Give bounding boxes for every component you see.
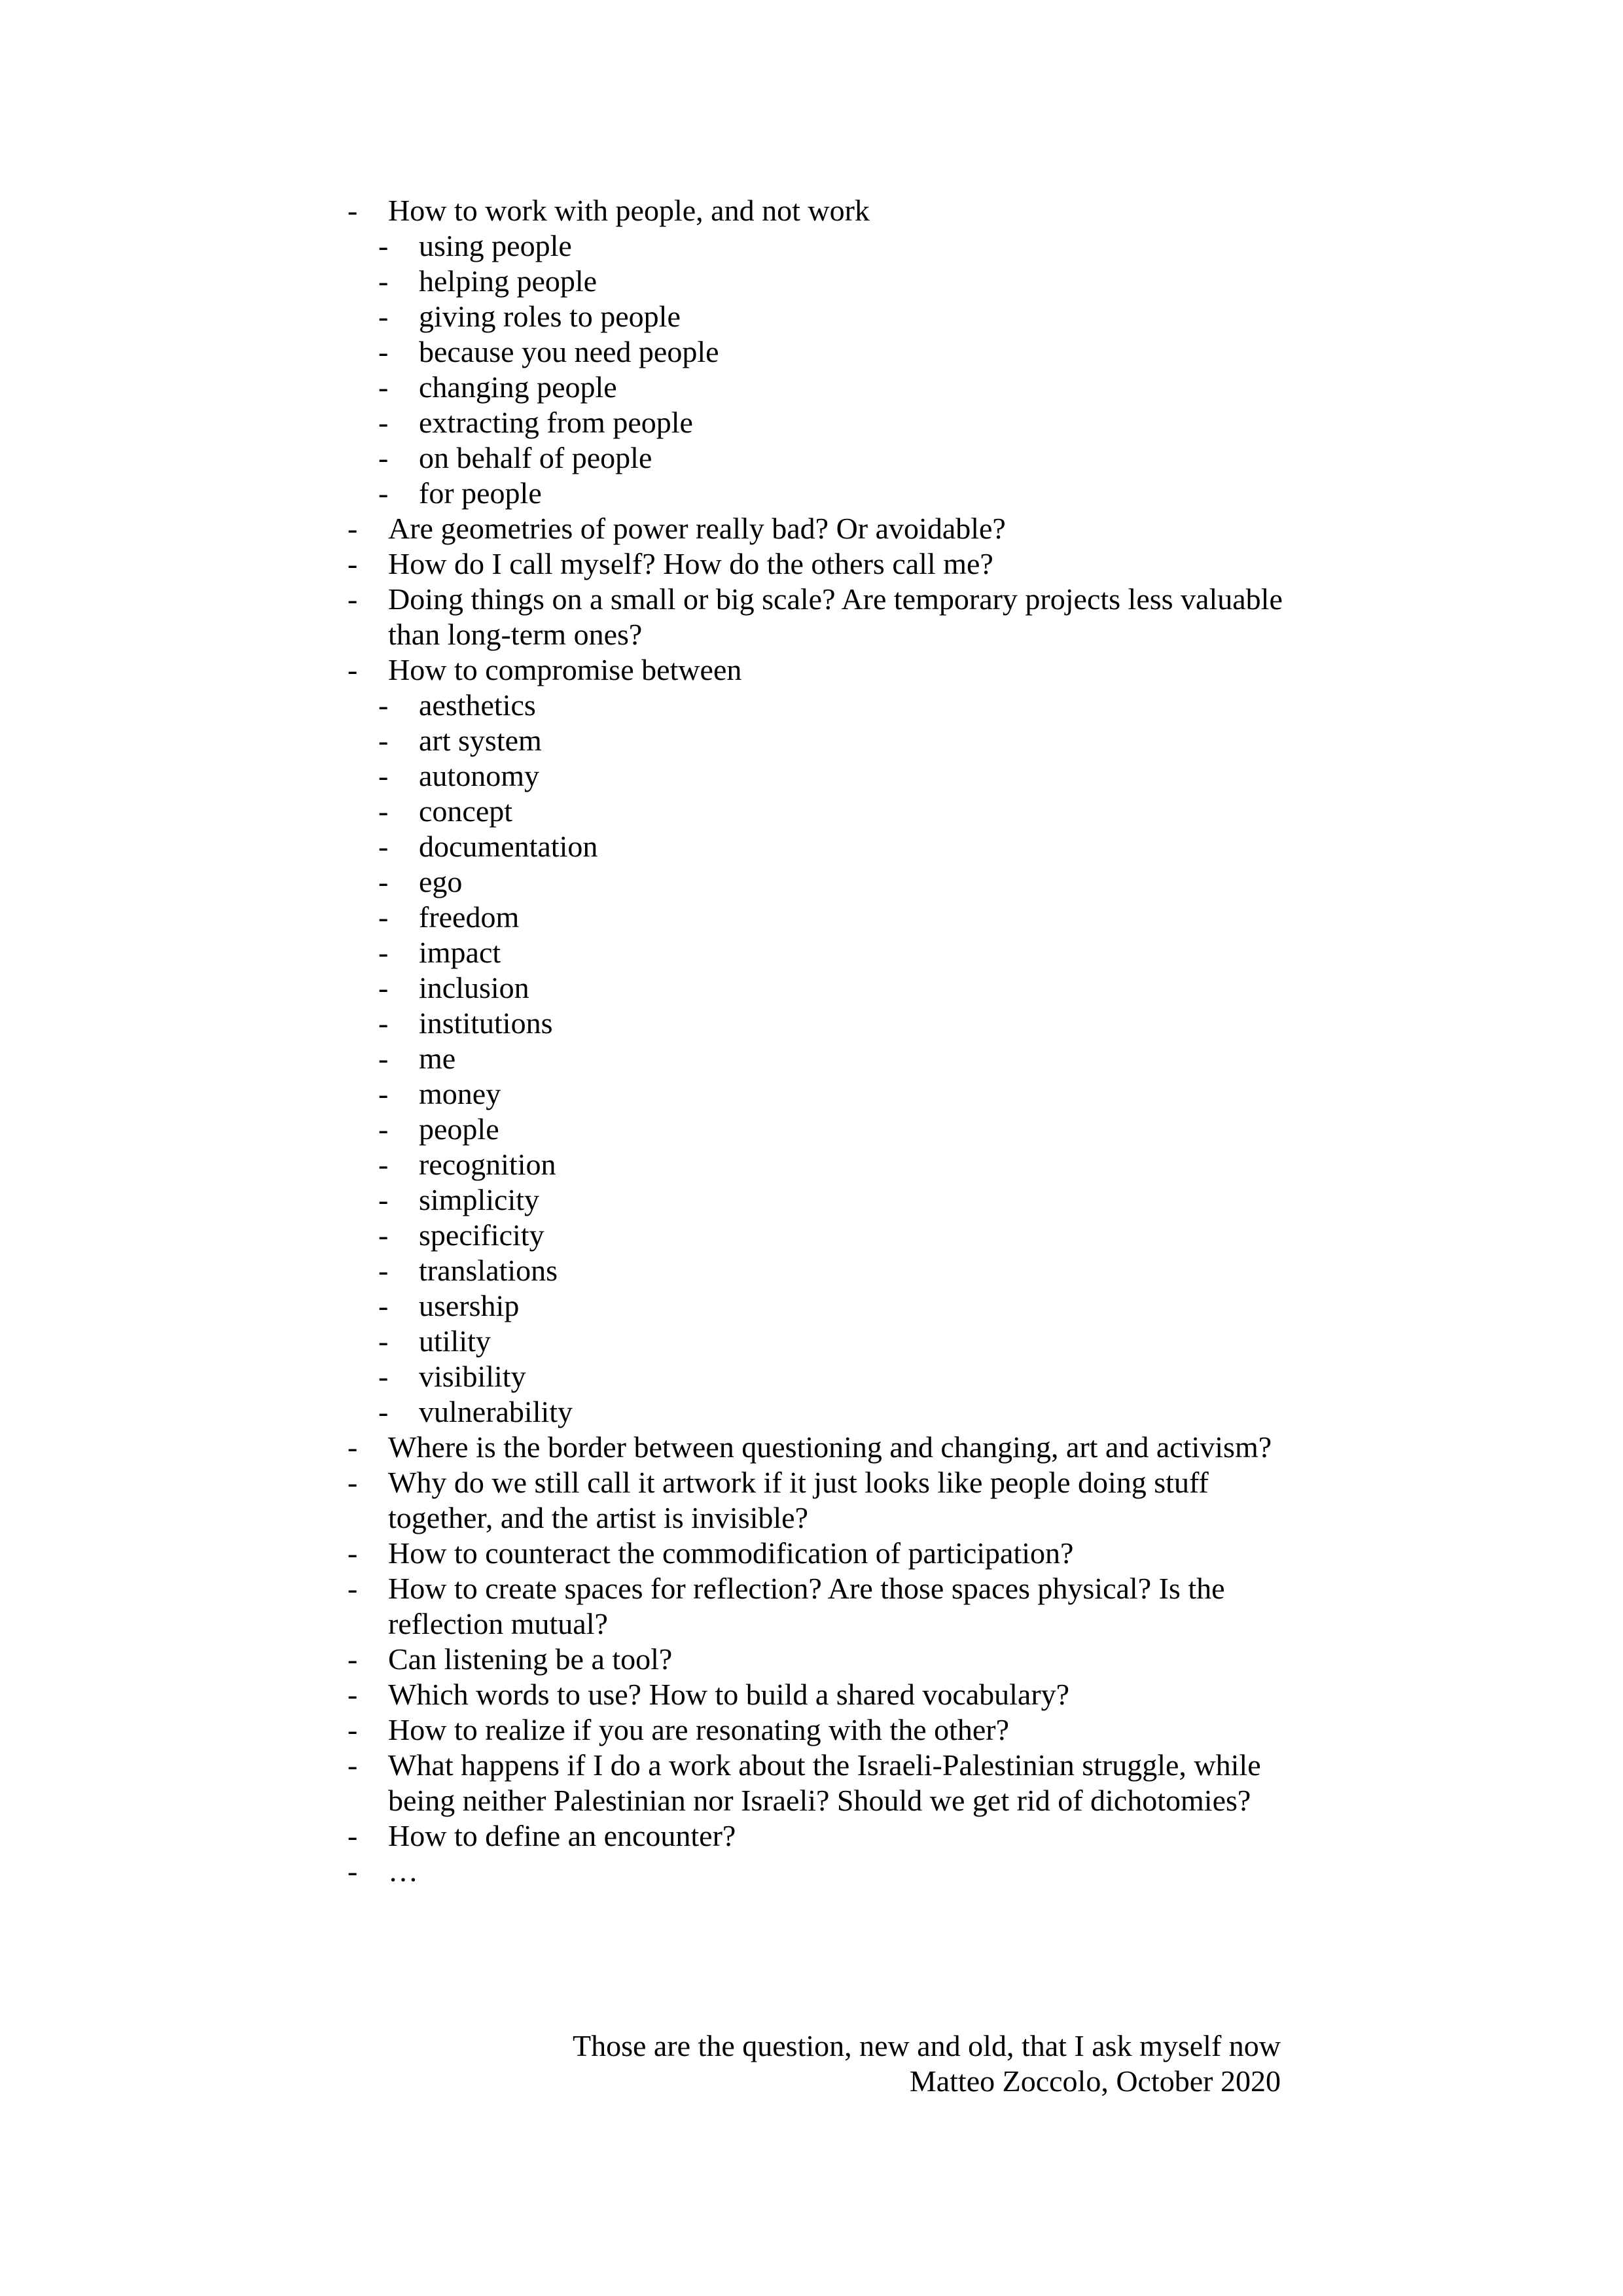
sub-item: [346, 370, 1301, 405]
sub-item-text: usership: [419, 1289, 520, 1322]
dash-bullet: -: [378, 441, 389, 474]
sub-item: [346, 405, 1301, 440]
dash-bullet: -: [348, 653, 358, 686]
sub-item: [346, 900, 1301, 935]
sub-item: [346, 440, 1301, 476]
dash-bullet: -: [378, 865, 389, 898]
question-text: What happens if I do a work about the Israeli-Palestinian struggle, while being neither Palestinian nor Israeli? Should we get rid of dichotomies?: [388, 1748, 1261, 1817]
question-item: [346, 1465, 1301, 1536]
sub-item-text: helping people: [419, 264, 597, 298]
sub-item: [346, 1006, 1301, 1041]
dash-bullet: -: [378, 759, 389, 792]
dash-bullet: -: [378, 1148, 389, 1181]
sub-item-text: using people: [419, 229, 572, 262]
sub-item: [346, 299, 1301, 334]
dash-bullet: -: [378, 1112, 389, 1146]
question-text: How do I call myself? How do the others call me?: [388, 547, 993, 580]
dash-bullet: -: [348, 1748, 358, 1782]
question-item: [346, 1571, 1301, 1642]
dash-bullet: -: [378, 476, 389, 510]
sub-item: [346, 1182, 1301, 1218]
sub-item: [346, 264, 1301, 299]
dash-bullet: -: [378, 1006, 389, 1040]
dash-bullet: -: [378, 335, 389, 368]
question-text: Can listening be a tool?: [388, 1642, 673, 1676]
dash-bullet: -: [378, 1360, 389, 1393]
sub-item-text: freedom: [419, 900, 520, 934]
question-text: How to counteract the commodification of participation?: [388, 1536, 1074, 1570]
question-item: [346, 1712, 1301, 1748]
dash-bullet: -: [378, 1183, 389, 1216]
question-item: [346, 1748, 1301, 1818]
question-text: How to work with people, and not work: [388, 194, 870, 227]
sub-item: [346, 829, 1301, 864]
dash-bullet: -: [348, 1536, 358, 1570]
sub-item: [346, 334, 1301, 370]
sub-item-text: institutions: [419, 1006, 553, 1040]
sub-item-text: for people: [419, 476, 542, 510]
sub-item-text: giving roles to people: [419, 300, 681, 333]
dash-bullet: -: [348, 1678, 358, 1711]
question-item: [346, 511, 1301, 546]
sub-item: [346, 476, 1301, 511]
dash-bullet: -: [378, 1324, 389, 1358]
sub-item-text: money: [419, 1077, 501, 1110]
question-list: [346, 193, 1301, 1889]
sub-item-text: me: [419, 1042, 456, 1075]
question-item: [346, 1677, 1301, 1712]
sub-item-text: on behalf of people: [419, 441, 652, 474]
question-text: Are geometries of power really bad? Or avoidable?: [388, 512, 1006, 545]
sub-item-text: concept: [419, 794, 513, 828]
sub-item: [346, 1112, 1301, 1147]
question-text: Why do we still call it artwork if it just looks like people doing stuff together, and the artist is invisible?: [388, 1466, 1209, 1534]
question-text: Which words to use? How to build a shared vocabulary?: [388, 1678, 1070, 1711]
dash-bullet: -: [378, 300, 389, 333]
dash-bullet: -: [378, 229, 389, 262]
question-text: How to compromise between: [388, 653, 742, 686]
dash-bullet: -: [348, 1642, 358, 1676]
sub-item-text: documentation: [419, 830, 598, 863]
question-item: [346, 652, 1301, 1430]
dash-bullet: -: [348, 512, 358, 545]
question-item: [346, 546, 1301, 582]
sub-item: [346, 1041, 1301, 1076]
sub-item: [346, 723, 1301, 758]
dash-bullet: -: [378, 688, 389, 722]
dash-bullet: -: [378, 1077, 389, 1110]
question-item: [346, 1818, 1301, 1854]
dash-bullet: -: [378, 1289, 389, 1322]
dash-bullet: -: [378, 406, 389, 439]
sub-item-text: visibility: [419, 1360, 526, 1393]
question-item: [346, 582, 1301, 652]
dash-bullet: -: [348, 1819, 358, 1852]
sub-item-text: autonomy: [419, 759, 539, 792]
sub-item: [346, 758, 1301, 794]
question-item: [346, 1854, 1301, 1889]
sub-item-text: impact: [419, 936, 501, 969]
question-item: [346, 1642, 1301, 1677]
dash-bullet: -: [378, 370, 389, 404]
sub-list: [346, 688, 1301, 1430]
sub-item-text: simplicity: [419, 1183, 539, 1216]
sub-item-text: changing people: [419, 370, 617, 404]
sub-item: [346, 1147, 1301, 1182]
sub-item: [346, 970, 1301, 1006]
question-text: How to define an encounter?: [388, 1819, 736, 1852]
dash-bullet: -: [378, 830, 389, 863]
sub-item-text: extracting from people: [419, 406, 693, 439]
sub-item-text: specificity: [419, 1218, 544, 1252]
dash-bullet: -: [348, 194, 358, 227]
dash-bullet: -: [378, 971, 389, 1004]
sub-item-text: inclusion: [419, 971, 529, 1004]
sub-item-text: because you need people: [419, 335, 719, 368]
question-item: [346, 193, 1301, 511]
question-item: [346, 1536, 1301, 1571]
dash-bullet: -: [348, 547, 358, 580]
sub-item-text: art system: [419, 724, 542, 757]
closing-signature: [0, 2028, 1281, 2099]
dash-bullet: -: [378, 936, 389, 969]
question-item: [346, 1430, 1301, 1465]
dash-bullet: -: [348, 1572, 358, 1605]
sub-item-text: ego: [419, 865, 463, 898]
sub-item: [346, 1253, 1301, 1288]
sub-item-text: utility: [419, 1324, 491, 1358]
dash-bullet: -: [378, 1042, 389, 1075]
dash-bullet: -: [378, 264, 389, 298]
dash-bullet: -: [378, 1395, 389, 1428]
sub-item: [346, 794, 1301, 829]
dash-bullet: -: [378, 900, 389, 934]
question-text: How to realize if you are resonating with the other?: [388, 1713, 1010, 1746]
sub-item-text: translations: [419, 1254, 558, 1287]
dash-bullet: -: [348, 1713, 358, 1746]
sub-item: [346, 228, 1301, 264]
sub-item: [346, 1394, 1301, 1430]
dash-bullet: -: [348, 582, 358, 616]
sub-list: [346, 228, 1301, 511]
sub-item: [346, 864, 1301, 900]
sub-item: [346, 1324, 1301, 1359]
sub-item: [346, 1218, 1301, 1253]
dash-bullet: -: [348, 1854, 358, 1888]
dash-bullet: -: [348, 1430, 358, 1464]
dash-bullet: -: [378, 1254, 389, 1287]
question-text: Doing things on a small or big scale? Are temporary projects less valuable than long-term ones?: [388, 582, 1283, 651]
sub-item: [346, 1359, 1301, 1394]
question-text: Where is the border between questioning and changing, art and activism?: [388, 1430, 1272, 1464]
dash-bullet: -: [378, 794, 389, 828]
sub-item: [346, 1076, 1301, 1112]
sub-item: [346, 1288, 1301, 1324]
question-text: How to create spaces for reflection? Are those spaces physical? Is the reflection mutual?: [388, 1572, 1225, 1640]
sub-item-text: aesthetics: [419, 688, 536, 722]
dash-bullet: -: [378, 724, 389, 757]
closing-statement: Those are the question, new and old, that I ask myself now: [572, 2029, 1281, 2062]
author-date: Matteo Zoccolo, October 2020: [909, 2064, 1281, 2098]
dash-bullet: -: [348, 1466, 358, 1499]
sub-item: [346, 688, 1301, 723]
sub-item-text: people: [419, 1112, 499, 1146]
sub-item-text: recognition: [419, 1148, 556, 1181]
sub-item-text: vulnerability: [419, 1395, 573, 1428]
question-text: …: [388, 1854, 418, 1888]
dash-bullet: -: [378, 1218, 389, 1252]
sub-item: [346, 935, 1301, 970]
